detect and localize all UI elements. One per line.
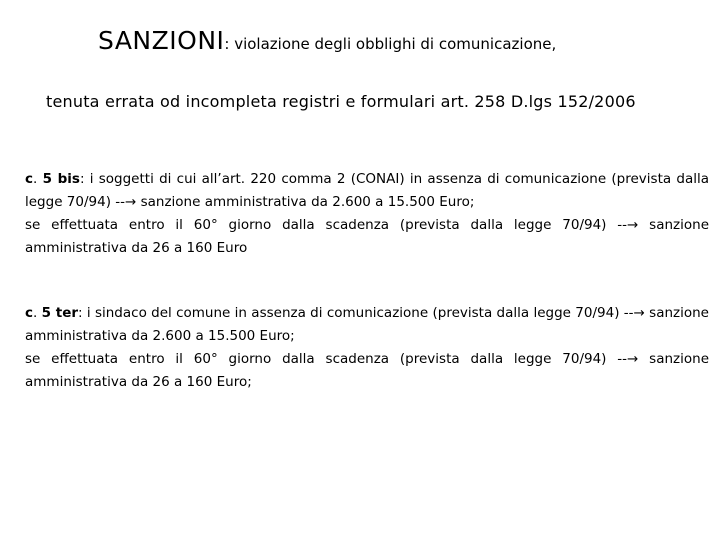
paragraph-text-1: : i sindaco del comune in assenza di comunicazione (prevista dalla legge 70/94) --→ sanzione amministrativa da 2.600 a 15.500 Euro; — [25, 305, 709, 344]
paragraph-5-ter — [25, 302, 709, 394]
paragraph-text-2: se effettuata entro il 60° giorno dalla scadenza (prevista dalla legge 70/94) --→ sanzione amministrativa da 26 a 160 Euro; — [25, 351, 709, 390]
paragraph-text-1: : i soggetti di cui all’art. 220 comma 2 (CONAI) in assenza di comunicazione (prevista dalla legge 70/94) --→ sanzione amministrativa da 2.600 a 15.500 Euro; — [25, 171, 709, 210]
paragraph-5-bis — [25, 168, 709, 260]
comma-ref: 5 bis — [42, 171, 80, 187]
comma-ref: 5 ter — [41, 305, 79, 321]
page-subtitle: tenuta errata od incompleta registri e formulari art. 258 D.lgs 152/2006 — [46, 92, 636, 111]
comma-label: c — [25, 171, 34, 187]
comma-label: c — [25, 305, 34, 321]
title-rest: : violazione degli obblighi di comunicazione, — [224, 35, 557, 53]
page-title — [98, 26, 556, 55]
comma-dot: . — [33, 305, 42, 321]
comma-dot: . — [33, 171, 43, 187]
title-main: SANZIONI — [98, 26, 225, 55]
paragraph-text-2: se effettuata entro il 60° giorno dalla scadenza (prevista dalla legge 70/94) --→ sanzione amministrativa da 26 a 160 Euro — [25, 217, 709, 256]
